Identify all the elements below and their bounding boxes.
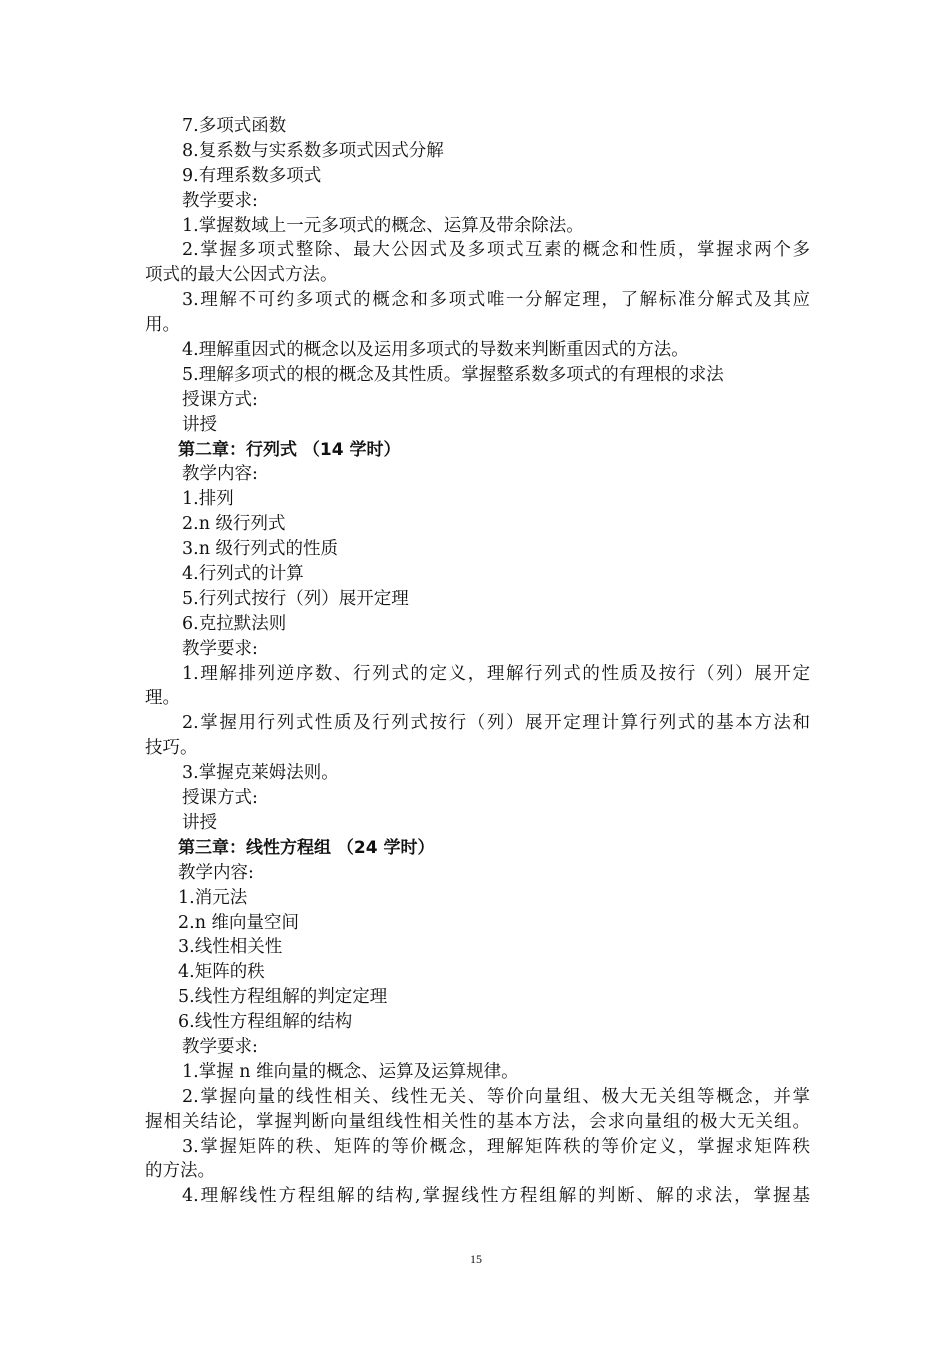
section-label: 教学要求: — [182, 1036, 258, 1057]
list-item: 3.n 级行列式的性质 — [182, 539, 339, 560]
list-item: 6.线性方程组解的结构 — [178, 1012, 353, 1033]
chapter-heading: 第二章：行列式 （14 学时） — [178, 439, 401, 460]
page-body — [145, 114, 810, 1209]
list-item: 6.克拉默法则 — [182, 613, 287, 634]
paragraph-line: 讲授 — [182, 812, 217, 833]
list-item: 1.消元法 — [178, 887, 248, 908]
list-item: 5.理解多项式的根的概念及其性质。掌握整系数多项式的有理根的求法 — [182, 364, 724, 385]
list-item: 1.掌握 n 维向量的概念、运算及运算规律。 — [182, 1061, 519, 1082]
page-number: 15 — [470, 1252, 482, 1266]
paragraph-line: 讲授 — [182, 414, 217, 435]
list-item: 1.排列 — [182, 489, 234, 510]
paragraph-line: 用。 — [145, 315, 180, 336]
list-item: 4.矩阵的秩 — [178, 962, 265, 983]
list-item: 4.理解重因式的概念以及运用多项式的导数来判断重因式的方法。 — [182, 340, 689, 361]
section-label: 教学要求: — [182, 190, 258, 211]
list-item: 7.多项式函数 — [182, 116, 287, 136]
list-item: 9.有理系数多项式 — [182, 165, 322, 186]
paragraph-line: 3.理解不可约多项式的概念和多项式唯一分解定理，了解标准分解式及其应 — [182, 290, 810, 311]
chapter-heading: 第三章：线性方程组 （24 学时） — [178, 837, 435, 858]
list-item: 2.n 级行列式 — [182, 514, 286, 535]
paragraph-line: 1.理解排列逆序数、行列式的定义，理解行列式的性质及按行（列）展开定 — [182, 663, 810, 684]
list-item: 3.线性相关性 — [178, 937, 283, 958]
paragraph-line: 的方法。 — [145, 1161, 215, 1182]
paragraph-line: 2.掌握用行列式性质及行列式按行（列）展开定理计算行列式的基本方法和 — [182, 713, 810, 734]
section-label: 教学内容: — [182, 464, 258, 485]
section-label: 教学要求: — [182, 638, 258, 659]
list-item: 5.行列式按行（列）展开定理 — [182, 588, 409, 609]
list-item: 8.复系数与实系数多项式因式分解 — [182, 140, 444, 161]
paragraph-line: 2.掌握多项式整除、最大公因式及多项式互素的概念和性质，掌握求两个多 — [182, 240, 810, 261]
section-label: 教学内容: — [178, 862, 254, 883]
paragraph-line: 技巧。 — [145, 738, 198, 759]
paragraph-line: 3.掌握矩阵的秩、矩阵的等价概念，理解矩阵秩的等价定义，掌握求矩阵秩 — [182, 1136, 810, 1157]
section-label: 授课方式: — [182, 788, 258, 809]
paragraph-line: 2.掌握向量的线性相关、线性无关、等价向量组、极大无关组等概念，并掌 — [182, 1086, 810, 1107]
list-item: 2.n 维向量空间 — [178, 912, 300, 933]
list-item: 4.行列式的计算 — [182, 564, 304, 585]
paragraph-line: 4.理解线性方程组解的结构,掌握线性方程组解的判断、解的求法，掌握基 — [182, 1186, 810, 1207]
paragraph-line: 握相关结论，掌握判断向量组线性相关性的基本方法，会求向量组的极大无关组。 — [145, 1111, 810, 1132]
list-item: 3.掌握克莱姆法则。 — [182, 763, 339, 784]
paragraph-line: 理。 — [145, 688, 180, 709]
section-label: 授课方式: — [182, 389, 258, 410]
paragraph-line: 项式的最大公因式方法。 — [145, 265, 338, 286]
list-item: 1.掌握数域上一元多项式的概念、运算及带余除法。 — [182, 215, 584, 236]
list-item: 5.线性方程组解的判定定理 — [178, 987, 388, 1008]
